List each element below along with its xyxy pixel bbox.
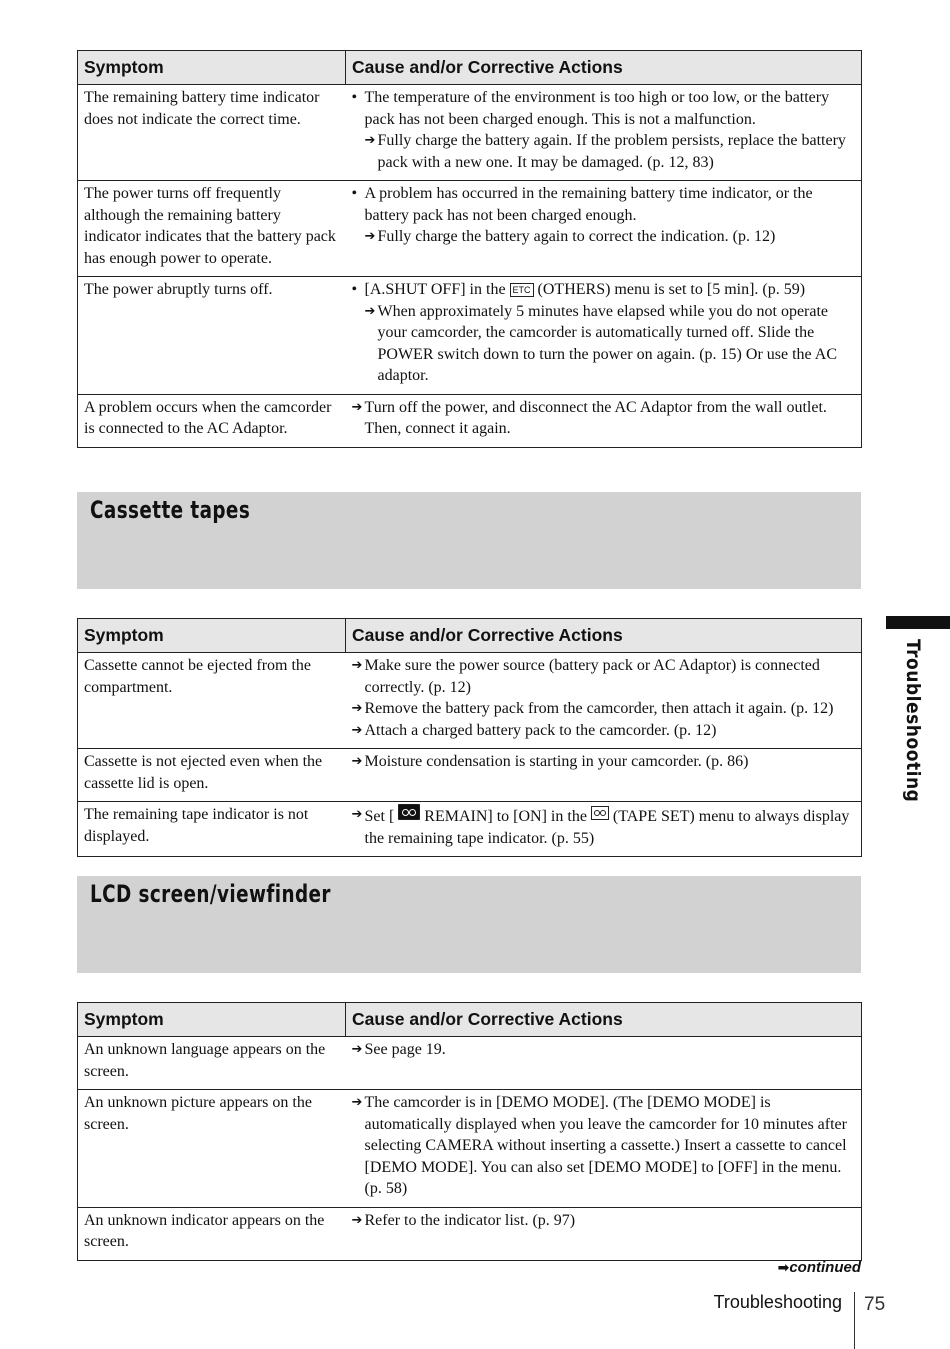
lcd-section-title: LCD screen/viewfinder	[90, 880, 331, 908]
table-row	[78, 277, 862, 395]
symptom-header: Symptom	[78, 51, 346, 85]
lcd-troubleshooting-table	[77, 1002, 862, 1261]
arrow-icon: ➔	[364, 303, 376, 319]
arrow-icon: ➔	[351, 658, 363, 673]
cause-cell	[346, 802, 862, 857]
bullet-icon: •	[351, 185, 358, 202]
cause-text: A problem has occurred in the remaining battery time indicator, or the battery pack has not been charged enough.	[364, 185, 813, 224]
symptom-header: Symptom	[78, 1003, 346, 1037]
table-row	[78, 1037, 862, 1090]
symptom-cell: A problem occurs when the camcorder is connected to the AC Adaptor.	[78, 394, 346, 447]
cause-header: Cause and/or Corrective Actions	[346, 619, 862, 653]
cassette-section-banner	[77, 492, 861, 589]
cause-item	[352, 804, 856, 849]
arrow-icon: ➔	[351, 399, 363, 415]
table-row	[78, 1207, 862, 1260]
corrective-action	[352, 301, 856, 387]
arrow-icon: ➔	[351, 754, 363, 769]
cause-text: Set [	[364, 808, 395, 825]
cause-item	[352, 698, 856, 720]
symptom-cell: An unknown picture appears on the screen.	[78, 1090, 346, 1208]
side-tab-label: Troubleshooting	[902, 639, 924, 803]
etc-menu-icon: ETC	[510, 283, 534, 297]
arrow-icon: ➔	[351, 722, 363, 738]
arrow-icon: ➔	[351, 1095, 363, 1110]
arrow-icon: ➔	[351, 1212, 363, 1228]
tape-remain-icon	[398, 804, 420, 820]
cause-text: See page 19.	[364, 1041, 446, 1058]
table-header-row	[78, 51, 862, 85]
cause-text: Fully charge the battery again. If the problem persists, replace the battery pack with a new one. It may be damaged. (p. 12, 83)	[377, 132, 846, 171]
cause-text: [A.SHUT OFF] in the	[364, 281, 506, 298]
cause-text: The camcorder is in [DEMO MODE]. (The [DEMO MODE] is automatically displayed when you leave the camcorder for 10 minutes after selecting CAMERA without inserting a cassette.) Insert a cassette to cancel [DEMO MODE]. You can also set [DEMO MODE] to [OFF] in the menu. (p. 58)	[364, 1094, 847, 1197]
table-row	[78, 394, 862, 447]
corrective-action	[352, 226, 856, 248]
cause-text: Remove the battery pack from the camcorder, then attach it again. (p. 12)	[364, 700, 834, 717]
footer-section-name: Troubleshooting	[713, 1292, 842, 1312]
symptom-cell: The remaining battery time indicator does not indicate the correct time.	[78, 85, 346, 181]
cause-text: The temperature of the environment is too high or too low, or the battery pack has not been charged enough. This is not a malfunction.	[364, 89, 830, 128]
arrow-icon: ➔	[351, 1042, 363, 1057]
cause-text: (OTHERS) menu is set to [5 min]. (p. 59)	[537, 281, 806, 298]
arrow-icon: ➔	[351, 807, 363, 822]
cause-item	[352, 720, 856, 742]
cause-text: Fully charge the battery again to correct the indication. (p. 12)	[377, 228, 776, 245]
symptom-cell: The power abruptly turns off.	[78, 277, 346, 395]
bullet-icon: •	[351, 89, 358, 106]
symptom-cell: The power turns off frequently although the remaining battery indicator indicates that the battery pack has enough power to operate.	[78, 181, 346, 277]
cause-header: Cause and/or Corrective Actions	[346, 51, 862, 85]
cause-cell	[346, 181, 862, 277]
cause-item	[352, 1039, 856, 1061]
continued-arrow-icon: ➡	[777, 1260, 790, 1276]
cause-item	[352, 279, 856, 301]
cause-cell	[346, 85, 862, 181]
arrow-icon: ➔	[351, 701, 363, 716]
table-row	[78, 1090, 862, 1208]
symptom-cell: Cassette is not ejected even when the cassette lid is open.	[78, 749, 346, 802]
side-tab-bar	[886, 616, 950, 629]
cause-cell	[346, 277, 862, 395]
cause-item	[352, 183, 856, 226]
table-row	[78, 749, 862, 802]
cause-item	[352, 397, 856, 440]
cause-text: (TAPE SET) menu to always display the remaining tape indicator. (p. 55)	[364, 808, 850, 847]
cause-item	[352, 1092, 856, 1200]
symptom-cell: The remaining tape indicator is not displayed.	[78, 802, 346, 857]
arrow-icon: ➔	[364, 133, 376, 148]
cause-header: Cause and/or Corrective Actions	[346, 1003, 862, 1037]
cause-cell	[346, 1037, 862, 1090]
cause-item	[352, 87, 856, 130]
cause-cell	[346, 749, 862, 802]
corrective-action	[352, 130, 856, 173]
table-row	[78, 802, 862, 857]
cause-text: REMAIN] to [ON] in the	[424, 808, 587, 825]
power-troubleshooting-table	[77, 50, 862, 448]
cause-item	[352, 1210, 856, 1232]
cause-item	[352, 751, 856, 773]
continued-note	[778, 1259, 861, 1276]
cause-text: Moisture condensation is starting in your camcorder. (p. 86)	[364, 753, 749, 770]
table-row	[78, 85, 862, 181]
lcd-section-banner	[77, 876, 861, 973]
cause-text: Turn off the power, and disconnect the AC Adaptor from the wall outlet. Then, connect it again.	[364, 398, 827, 437]
cause-cell	[346, 653, 862, 749]
footer-divider	[854, 1292, 855, 1349]
symptom-header: Symptom	[78, 619, 346, 653]
cause-cell	[346, 394, 862, 447]
cause-text: Attach a charged battery pack to the camcorder. (p. 12)	[364, 721, 717, 739]
cause-item	[352, 655, 856, 698]
continued-label: continued	[789, 1259, 861, 1276]
cause-text: Make sure the power source (battery pack or AC Adaptor) is connected correctly. (p. 12)	[364, 657, 820, 696]
symptom-cell: An unknown language appears on the screen.	[78, 1037, 346, 1090]
cassette-section-title: Cassette tapes	[90, 496, 251, 524]
page-number: 75	[864, 1294, 886, 1315]
cause-cell	[346, 1090, 862, 1208]
symptom-cell: Cassette cannot be ejected from the compartment.	[78, 653, 346, 749]
tape-set-icon	[591, 806, 609, 820]
table-header-row	[78, 619, 862, 653]
cause-text: Refer to the indicator list. (p. 97)	[364, 1211, 576, 1229]
cause-cell	[346, 1207, 862, 1260]
table-row	[78, 653, 862, 749]
cause-text: When approximately 5 minutes have elapsed while you do not operate your camcorder, the camcorder is automatically turned off. Slide the POWER switch down to turn the power on again. (p. 15) Or use the AC adaptor.	[377, 302, 837, 384]
bullet-icon: •	[351, 281, 358, 298]
table-header-row	[78, 1003, 862, 1037]
symptom-cell: An unknown indicator appears on the screen.	[78, 1207, 346, 1260]
table-row	[78, 181, 862, 277]
arrow-icon: ➔	[364, 229, 376, 244]
cassette-troubleshooting-table	[77, 618, 862, 857]
